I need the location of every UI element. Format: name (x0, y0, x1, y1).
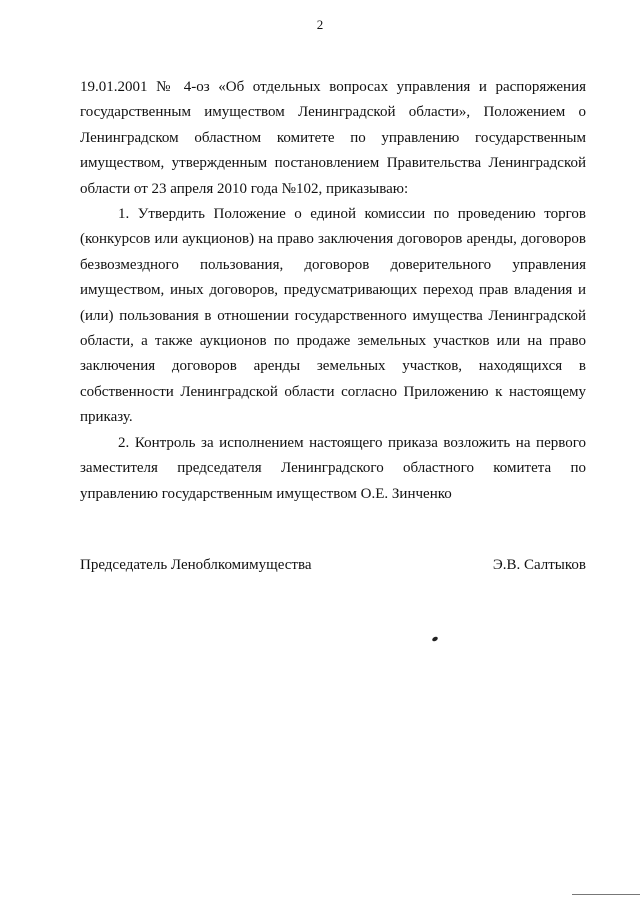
signatory-name: Э.В. Салтыков (492, 557, 586, 573)
page-number: 2 (316, 17, 324, 32)
paragraph-item-1: 1. Утвердить Положение о единой комиссии по проведению торгов (конкурсов или аукционов) на право заключения договоров аренды, договоров безвозмездного пользования, договоров доверительного управления имуществом, иных договоров, предусматривающих переход прав владения и (или) пользования в отношении государственного имущества Ленинградской области, а также аукционов по продаже земельных участков или на право заключения договоров аренды земельных участков, находящихся в собственности Ленинградской области согласно Приложению к настоящему приказу. (80, 206, 586, 426)
signatory-position: Председатель Леноблкомимущества (80, 557, 312, 573)
signature-block (80, 557, 586, 574)
paragraph-item-2: 2. Контроль за исполнением настоящего приказа возложить на первого заместителя председателя Ленинградского областного комитета по управлению государственным имуществом О.Е. Зинченко (80, 434, 586, 502)
ink-mark (431, 636, 438, 642)
document-body (80, 75, 586, 507)
scan-edge-line (572, 894, 640, 895)
paragraph-preamble: 19.01.2001 № 4-оз «Об отдельных вопросах управления и распоряжения государственным имуществом Ленинградской области», Положением о Ленинградском областном комитете по управлению государственным имуществом, утвержденным постановлением Правительства Ленинградской области от 23 апреля 2010 года №102, приказываю: (80, 79, 586, 197)
